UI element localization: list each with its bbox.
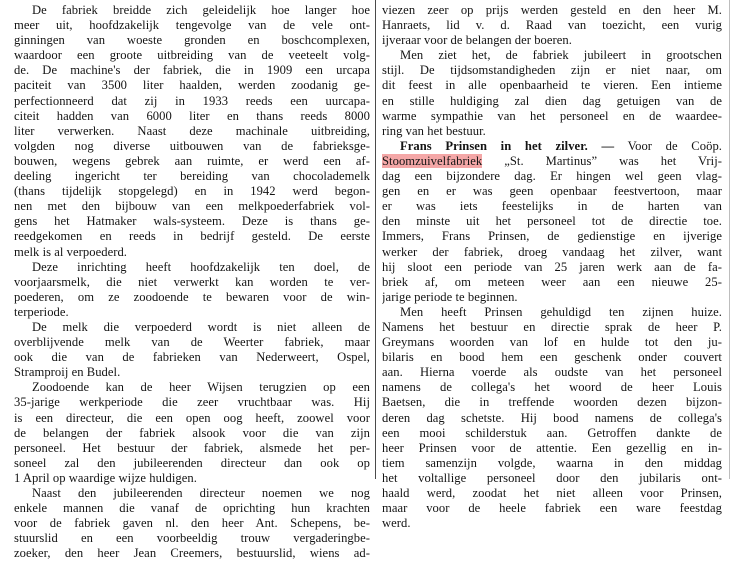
article-headline-line	[382, 139, 722, 154]
text-line: voorjaarsmelk, die niet verwerkt kan worden te ver-	[14, 274, 370, 289]
text-line: de. De machine's der fabriek, die in 1909 een urcapa	[14, 63, 370, 78]
text-line: er was iets feestelijks in de harten van	[382, 199, 722, 214]
text-line: ijveraar voor de belangen der boeren.	[382, 33, 572, 48]
text-line: citeit hadden van 6000 liter en thans reeds 8000	[14, 108, 370, 123]
text-line: Deze inrichting heeft hoofdzakelijk ten doel, de	[32, 259, 370, 274]
text-line: gen en er was geen openbaar feestvertoon, maar	[382, 184, 722, 199]
right-column-rest	[382, 169, 722, 531]
text-line: aan. Hierna voerde als oudste van het personeel	[382, 365, 722, 380]
text-line: liter verwerken. Naast deze machinale uitbreiding,	[14, 123, 370, 138]
text-line: 1 April op waardige wijze huldigen.	[14, 470, 197, 485]
text-line: haald werd, zoodat het niet alleen voor Prinsen,	[382, 486, 722, 500]
text-line: perfectionneerd dat zij in 1933 reeds een uurcapa-	[14, 93, 370, 108]
text-line: overblijvende melk van de Weerter fabriek, maar	[14, 335, 370, 350]
text-line: Naast den jubileerenden directeur noemen we nog	[32, 486, 370, 500]
frame-edge	[729, 0, 730, 479]
right-column	[382, 3, 722, 531]
text-line: Men ziet het, de fabriek jubileert in grootschen	[400, 48, 722, 63]
text-line: zoeker, den heer Jean Creemers, bestuurslid, wiens ad-	[14, 546, 370, 561]
text-line: soneel zal den jubileerenden directeur dan ook op	[14, 455, 370, 470]
article-headline-rest: Voor de Coöp.	[627, 138, 722, 153]
text-line: Hanraets, lid v. d. Raad van toezicht, een vurig	[382, 18, 722, 33]
column-divider	[375, 0, 376, 479]
text-line: gens het Hatmaker wals-systeem. Deze is thans ge-	[14, 214, 370, 229]
text-line: Men heeft Prinsen gehuldigd ten zijnen huize.	[400, 304, 722, 319]
text-line: Zoodoende kan de heer Wijsen terugzien op een	[32, 380, 370, 395]
text-line: Baetsen, die in treffende woorden dezen bijzon-	[382, 395, 722, 410]
text-line: dit feest in alle openbaarheid te vieren. Een intieme	[382, 78, 722, 93]
text-line: den minste uit het personeel tot de directie toe.	[382, 214, 722, 229]
article-highlight-line	[382, 154, 722, 169]
text-line: voor de fabriek gaven nl. den heer Ant. Schepens, be-	[14, 516, 370, 531]
text-line: terperiode.	[14, 304, 69, 319]
text-line: De melk die verpoederd wordt is niet alleen de	[32, 319, 370, 334]
text-line: bilaris en bood hem een geschenk onder couvert	[382, 350, 722, 365]
text-line: een mooi schilderstuk aan. Getroffen dankte de	[382, 425, 722, 440]
text-line: ook die van de fabrieken van Nederweert, Ospel,	[14, 350, 370, 365]
text-line: hij sloot een periode van 25 jaren werk aan de fa-	[382, 259, 722, 274]
article-after-highlight: „St. Martinus” was het Vrij-	[504, 153, 722, 168]
text-line: stuurslid en een voorbeeldig trouw vergaderingbe-	[14, 531, 370, 546]
text-line: maar voor de heele fabriek een ware feestdag	[382, 501, 722, 516]
text-line: deeling ingericht ter bereiding van chocolademelk	[14, 169, 370, 184]
text-line: nen met den bijbouw van een melkpoederfabriek vol-	[14, 199, 370, 214]
text-line: het voltallige personeel door den jubilaris ont-	[382, 470, 722, 485]
text-line: poederen, om ze zoodoende te bewaren voor de win-	[14, 289, 370, 304]
text-line: reedgekomen en reeds in bedrijf gesteld. De eerste	[14, 229, 370, 244]
text-line: tiem samenzijn volgde, waarna in den middag	[382, 455, 722, 470]
text-line: viezen zeer op prijs werden gesteld en den heer M.	[382, 3, 722, 17]
text-line: warme sympathie van het personeel en de waardee-	[382, 108, 722, 123]
article-headline: Frans Prinsen in het zilver. —	[400, 138, 615, 153]
text-line: jarige periode te beginnen.	[382, 289, 518, 304]
text-line: briek af, om meteen weer aan een nieuwe 25-	[382, 274, 722, 289]
right-column-top	[382, 3, 722, 139]
text-line: werd.	[382, 516, 411, 531]
text-line: 35-jarige werkperiode die zeer vruchtbaar was. Hij	[14, 395, 370, 410]
text-line: heer Prinsen voor de attentie. Een gezellig en in-	[382, 440, 722, 455]
text-line: is een directeur, die een open oog heeft, zoowel voor	[14, 410, 370, 425]
text-line: Greymans woorden van lof en hulde tot den ju-	[382, 335, 722, 350]
text-line: ring van het bestuur.	[382, 123, 486, 138]
text-line: personeel. Het bestuur der fabriek, alsmede het per-	[14, 440, 370, 455]
text-line: en stille huldiging zal dien dag getuigen van de	[382, 93, 722, 108]
left-column	[14, 3, 370, 561]
text-line: bouwen, wegens gebrek aan ruimte, er werd een af-	[14, 153, 370, 168]
text-line: paciteit van 3500 liter haalden, werden zoodanig ge-	[14, 78, 370, 93]
highlighted-term: Stoomzuivelfabriek	[382, 153, 483, 168]
text-line: werker der fabriek, droeg vandaag het zilver, want	[382, 244, 722, 259]
text-line: stijl. De tijdsomstandigheden zijn er niet naar, om	[382, 63, 722, 78]
text-line: Immers, Frans Prinsen, de gedienstige en ijverige	[382, 229, 722, 244]
text-line: meer uit, hoofdzakelijk tengevolge van de vele ont-	[14, 18, 370, 33]
text-line: volgden nog diverse uitbouwen van de fabrieksge-	[14, 138, 370, 153]
text-line: deren dag schetste. Hij bood namens de collega's	[382, 410, 722, 425]
text-line: melk is al verpoederd.	[14, 244, 128, 259]
text-line: ginningen van woeste gronden en boschcomplexen,	[14, 33, 370, 48]
text-line: dag een bijzondere dag. Er hingen wel geen vlag-	[382, 169, 722, 184]
text-line: Stramproij en Budel.	[14, 365, 121, 380]
text-line: namens de collega's het woord de heer Louis	[382, 380, 722, 395]
text-line: Namens het bestuur en directie sprak de heer P.	[382, 319, 722, 334]
text-line: waardoor een groote uitbreiding van de veeteelt volg-	[14, 48, 370, 63]
text-line: (thans tijdelijk stopgelegd) en in 1942 werd begon-	[14, 184, 370, 199]
text-line: de belangen der fabriek alsook voor die van zijn	[14, 425, 370, 440]
text-line: enkele mannen die vanaf de oprichting hun krachten	[14, 501, 370, 516]
text-line: De fabriek breidde zich geleidelijk hoe langer hoe	[32, 3, 370, 17]
